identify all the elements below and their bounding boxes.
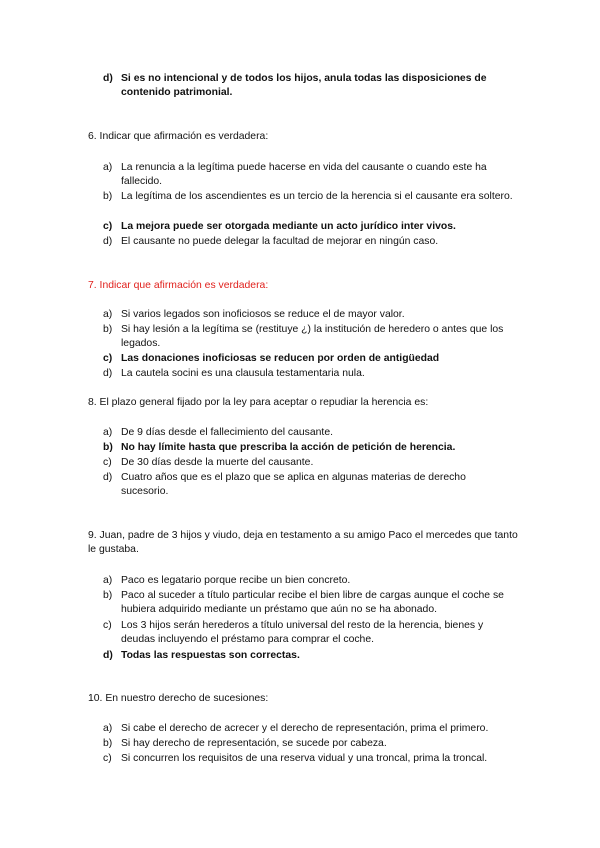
option-text: El causante no puede delegar la facultad de mejorar en ningún caso. [121,236,439,247]
option-letter: a) [103,723,113,734]
option-letter: d) [103,236,113,247]
question-7-option-b [103,323,513,351]
option-text: Si concurren los requisitos de una reserva vidual y una troncal, prima la troncal. [121,753,488,764]
question-7-option-c [103,352,513,366]
question-10-option-c [103,752,513,766]
option-letter: a) [103,427,113,438]
option-text: Si hay lesión a la legítima se (restituye ¿) la institución de heredero o antes que los legados. [121,324,504,349]
option-text: Si hay derecho de representación, se sucede por cabeza. [121,738,387,749]
question-9-option-d [103,649,513,663]
prev-option-d [103,72,513,100]
question-10-option-b [103,737,513,751]
option-text: La renuncia a la legítima puede hacerse en vida del causante o cuando este ha fallecido. [121,162,487,187]
question-6-option-d [103,235,513,249]
option-letter: c) [103,457,112,468]
question-8-option-d [103,471,513,499]
option-text: La cautela socini es una clausula testamentaria nula. [121,368,365,379]
question-7-prompt: 7. Indicar que afirmación es verdadera: [88,280,269,291]
option-letter: d) [103,650,113,661]
question-6-option-c [103,220,513,234]
option-text: Los 3 hijos serán herederos a título universal del resto de la herencia, bienes y deudas incluyendo el préstamo para comprar el coche. [121,620,484,645]
option-text: Las donaciones inoficiosas se reducen por orden de antigüedad [121,353,440,364]
option-text: La legítima de los ascendientes es un tercio de la herencia si el causante era soltero. [121,191,513,202]
option-letter: a) [103,162,113,173]
option-text: De 30 días desde la muerte del causante. [121,457,314,468]
option-letter: d) [103,368,113,379]
option-text: La mejora puede ser otorgada mediante un acto jurídico inter vivos. [121,221,456,232]
option-letter: d) [103,472,113,483]
option-letter: b) [103,442,113,453]
question-6-option-a [103,161,513,189]
option-letter: a) [103,575,113,586]
option-letter: c) [103,221,113,232]
option-letter: b) [103,324,113,335]
question-7-option-d [103,367,513,381]
option-text: Si es no intencional y de todos los hijos, anula todas las disposiciones de contenido patrimonial. [121,73,487,98]
question-9-option-a [103,574,513,588]
option-text: Si varios legados son inoficiosos se reduce el de mayor valor. [121,309,405,320]
option-letter: d) [103,73,113,84]
option-text: Paco al suceder a título particular recibe el bien libre de cargas aunque el coche se hubiera adquirido mediante un préstamo que aún no se ha abonado. [121,590,504,615]
question-10-option-a [103,722,513,736]
question-9-option-b [103,589,513,617]
question-9-option-c [103,619,513,647]
option-text: De 9 días desde el fallecimiento del causante. [121,427,333,438]
question-8-option-c [103,456,513,470]
option-letter: b) [103,191,113,202]
question-9-prompt: 9. Juan, padre de 3 hijos y viudo, deja en testamento a su amigo Paco el mercedes que tanto le gustaba. [88,530,518,555]
question-6-option-b [103,190,513,204]
question-8-option-b [103,441,513,455]
question-8-prompt: 8. El plazo general fijado por la ley para aceptar o repudiar la herencia es: [88,397,429,408]
option-text: Si cabe el derecho de acrecer y el derecho de representación, prima el primero. [121,723,489,734]
option-letter: b) [103,738,113,749]
question-8-option-a [103,426,513,440]
question-6-prompt: 6. Indicar que afirmación es verdadera: [88,131,269,142]
question-10-prompt: 10. En nuestro derecho de sucesiones: [88,693,269,704]
option-text: Paco es legatario porque recibe un bien concreto. [121,575,351,586]
option-letter: c) [103,620,112,631]
option-text: Cuatro años que es el plazo que se aplica en algunas materias de derecho sucesorio. [121,472,466,497]
option-letter: a) [103,309,113,320]
option-text: Todas las respuestas son correctas. [121,650,300,661]
option-letter: c) [103,753,112,764]
option-letter: b) [103,590,113,601]
option-text: No hay límite hasta que prescriba la acción de petición de herencia. [121,442,456,453]
question-7-option-a [103,308,513,322]
option-letter: c) [103,353,113,364]
